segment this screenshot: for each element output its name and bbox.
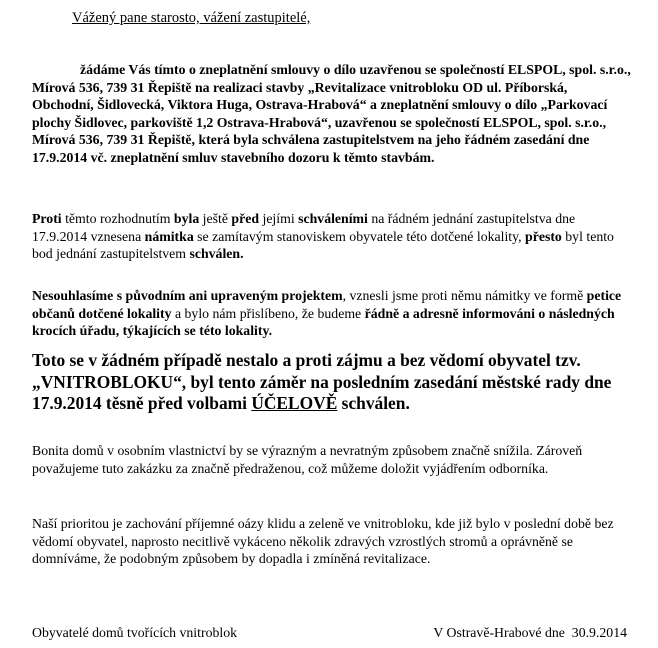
paragraph-disagreement (32, 287, 632, 340)
paragraph-objection (32, 210, 632, 263)
signature: Obyvatelé domů tvořících vnitroblok (32, 625, 237, 640)
text-bold: námitka (144, 228, 194, 244)
text-bold: byla (173, 211, 200, 226)
paragraph-priority: Naší prioritou je zachování příjemné oázy klidu a zeleně ve vnitrobloku, kde již bylo v poslední době bez vědomí obyvatel, naprosto necitlivě vykáceno několik zdravých vzrostlých stromů a oprávněně se domníváme, že podobným způsobem by dopadla i zmíněná revitalizace. (32, 516, 614, 567)
text-bold: schváleními (298, 211, 368, 226)
text: Toto se v žádném případě nestalo a proti zájmu a bez vědomí obyvatel tzv. „VNITROBLOKU“, byl tento záměr na posledním zasedání městské rady dne 17.9.2014 těsně před volbami (32, 350, 612, 414)
text-bold: petice občanů dotčené lokality (32, 288, 622, 321)
text: jejími (259, 211, 299, 226)
text: , vznesli jsme proti němu námitky ve formě (342, 288, 587, 303)
paragraph-emphasis (32, 350, 642, 415)
text: ještě (199, 211, 232, 226)
text: těmto rozhodnutím (61, 211, 174, 226)
text-bold: před (231, 211, 260, 226)
text: se zamítavým stanoviskem obyvatele této dotčené lokality, (193, 228, 526, 244)
text: schválen. (337, 393, 410, 414)
paragraph-property-value: Bonita domů v osobním vlastnictví by se výrazným a nevratným způsobem značně snížila. Zároveň považujeme tuto zakázku za značně předraženou, což můžeme doložit vyjádřením odborníka. (32, 443, 583, 476)
text-bold: řádně a adresně informováni o následných krocích úřadu, týkajících se této lokality. (32, 305, 615, 339)
text-bold: přesto (525, 228, 562, 244)
paragraph-request: žádáme Vás tímto o zneplatnění smlouvy o dílo uzavřenou se společností ELSPOL, spol. s.r.o., Mírová 536, 739 31 Řepiště na realizaci stavby „Revitalizace vnitrobloku OD ul. Příborská, Obchodní, Šidlovecká, Viktora Huga, Ostrava-Hrabová“ a zneplatnění smlouvy o dílo „Parkovací plochy Šidlovec, parkoviště 1,2 Ostrava-Hrabová“, uzavřenou se společností ELSPOL, spol. s.r.o., Mírová 536, 739 31 Řepiště, která byla schválena zastupitelstvem na jeho řádném zasedání dne 17.9.2014 vč. zneplatnění smluv stavebního dozoru k těmto stavbám. (32, 62, 631, 165)
salutation: Vážený pane starosto, vážení zastupitelé, (72, 10, 311, 26)
letter-footer (32, 625, 627, 641)
place-date: V Ostravě-Hrabové dne 30.9.2014 (433, 625, 627, 640)
text-bold: Nesouhlasíme s původním ani upraveným projektem (32, 288, 343, 303)
text-underlined: ÚČELOVĚ (251, 393, 338, 414)
text-bold: Proti (32, 211, 62, 226)
text: byl tento bod jednání zastupitelstvem (32, 228, 614, 262)
text: a bylo nám přislíbeno, že budeme (171, 305, 365, 321)
text-bold: schválen. (189, 246, 244, 262)
text: na řádném jednání zastupitelstva dne 17.9.2014 vznesena (32, 211, 576, 244)
